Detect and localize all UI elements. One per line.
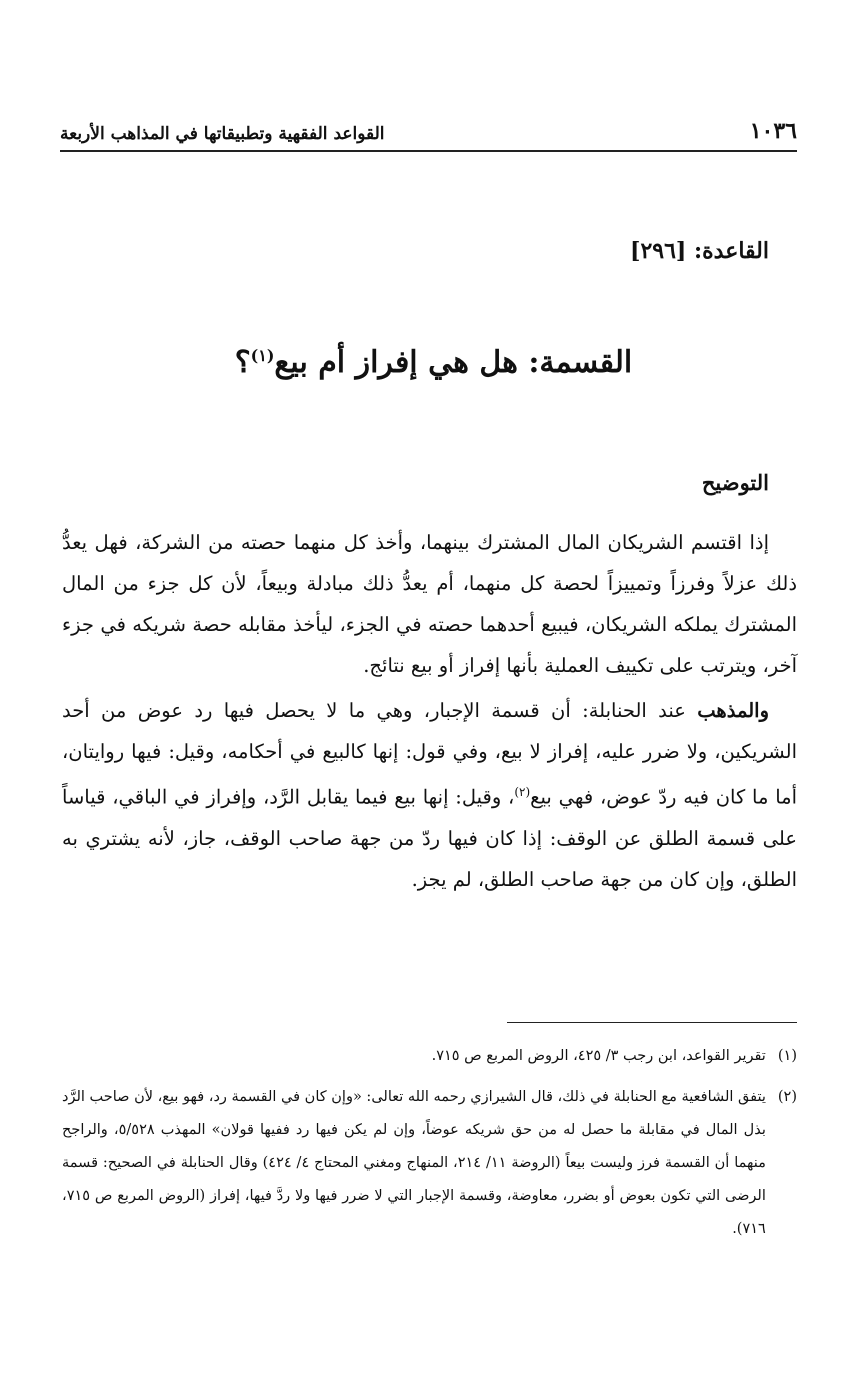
paragraph-2-part-b: ، وقيل: إنها بيع فيما يقابل الرَّد، وإفراز في الباقي، قياساً على قسمة الطلق عن الوقف: إذا كان فيها ردّ من جهة صاحب الوقف، جاز، لأنه يشتري به الطلق، وإن كان من جهة صاحب الطلق، لم يجز. — [62, 785, 797, 891]
paragraph-2-lead: والمذهب — [697, 699, 769, 722]
page-number: ١٠٣٦ — [749, 118, 797, 144]
paragraph-2-part-a: عند الحنابلة: أن قسمة الإجبار، وهي ما لا يحصل فيها رد عوض من أحد الشريكين، ولا ضرر عليه، إفراز لا بيع، وفي قول: إنها كالبيع في أحكامه، وقيل: فيها روايتان، أما ما كان فيه ردّ عوض، فهي بيع — [62, 699, 798, 809]
running-title: القواعد الفقهية وتطبيقاتها في المذاهب الأربعة — [60, 124, 385, 144]
paragraph-2 — [62, 690, 797, 900]
body-text — [62, 522, 797, 904]
section-heading: التوضيح — [701, 470, 769, 495]
footnotes — [62, 1040, 797, 1254]
footnote-text: تقرير القواعد، ابن رجب ٣/ ٤٢٥، الروض المربع ص ٧١٥. — [431, 1048, 766, 1064]
footnote-number: (١) — [777, 1048, 797, 1064]
page-title — [0, 345, 867, 380]
title-footnote-ref[interactable]: (١) — [250, 346, 275, 365]
footnote-divider — [507, 1022, 797, 1023]
title-suffix: ؟ — [234, 345, 251, 380]
page-header — [60, 108, 797, 152]
rule-number: [٢٩٦] — [630, 238, 687, 264]
rule-label-text: القاعدة: — [694, 238, 769, 264]
footnote-1 — [62, 1040, 797, 1073]
paragraph-2-footnote-ref[interactable]: (٢) — [514, 785, 531, 799]
footnote-number: (٢) — [777, 1089, 797, 1105]
paragraph-1: إذا اقتسم الشريكان المال المشترك بينهما، وأخذ كل منهما حصته من الشركة، فهل يعدُّ ذلك عزلاً وفرزاً وتمييزاً لحصة كل منهما، أم يعدُّ ذلك مبادلة وبيعاً، لأن كل جزء من المال المشترك يملكه الشريكان، فيبيع أحدهما حصته في الجزء، ليأخذ مقابله حصة شريكه في جزء آخر، ويترتب على تكييف العملية بأنها إفراز أو بيع نتائج. — [62, 531, 797, 677]
rule-label — [630, 238, 769, 264]
footnote-2 — [62, 1081, 797, 1246]
footnote-text: يتفق الشافعية مع الحنابلة في ذلك، قال الشيرازي رحمه الله تعالى: «وإن كان في القسمة رد، فهو بيع، لأن صاحب الرَّد بذل المال في مقابلة ما حصل له من حق شريكه عوضاً، وإن لم يكن فيها رد ففيها قولان» المهذب ٥/٥٢٨، والراجح منهما أن القسمة فرز وليست بيعاً (الروضة ١١/ ٢١٤، المنهاج ومغني المحتاج ٤/ ٤٢٤) وقال الحنابلة في الصحيح: قسمة الرضى التي تكون بعوض أو بضرر، معاوضة، وقسمة الإجبار التي لا ضرر فيها ولا ردَّ فيها، إفراز (الروض المربع ص ٧١٥، ٧١٦). — [62, 1089, 766, 1237]
page-title-text: القسمة: هل هي إفراز أم بيع — [274, 345, 633, 380]
